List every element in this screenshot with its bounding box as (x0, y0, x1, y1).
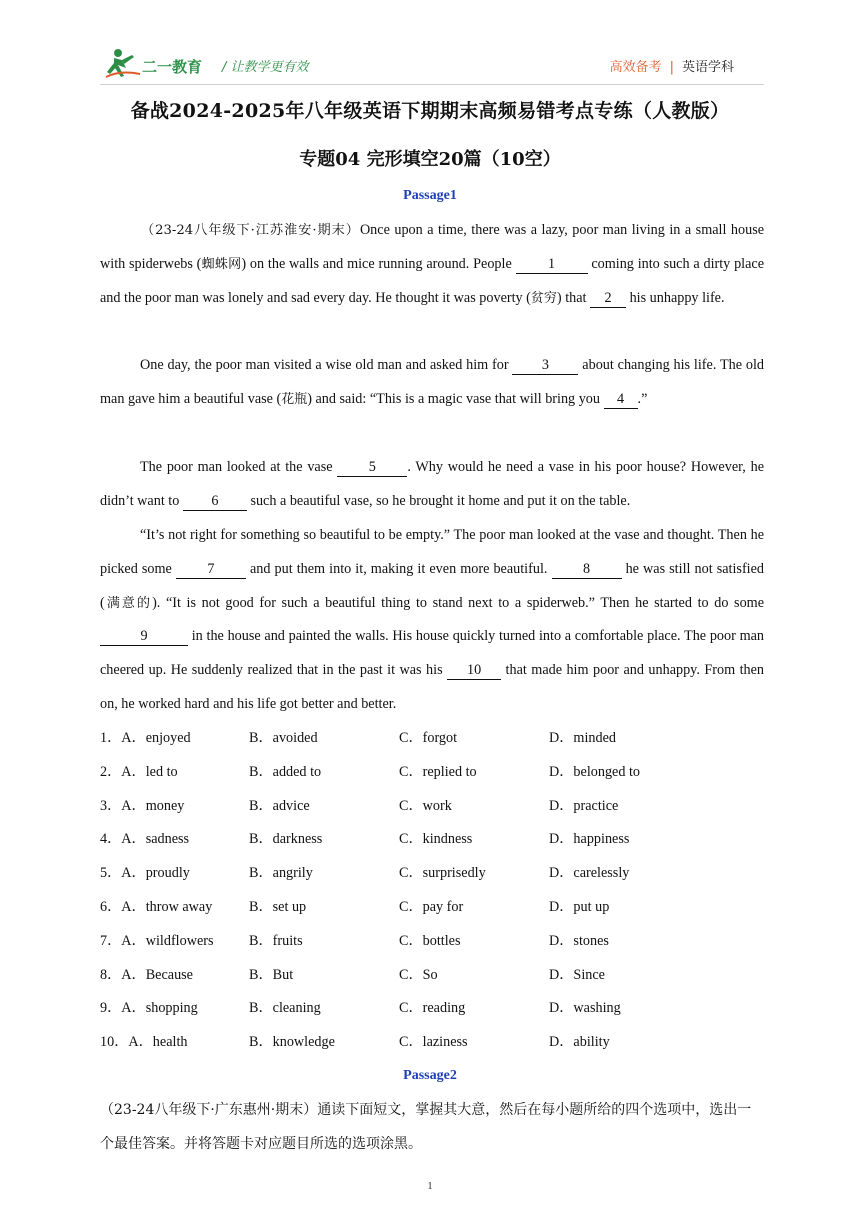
option-1-a: 1．A．enjoyed (100, 730, 191, 746)
blank-4: 4 (604, 390, 638, 409)
option-6-b: B．set up (249, 898, 307, 915)
text-run: ) that (556, 289, 591, 306)
option-3-b: B．advice (249, 797, 310, 814)
header-right (610, 56, 734, 75)
option-3-d: D．practice (549, 797, 619, 814)
passage1-paragraph-1 (100, 214, 764, 315)
passage1-paragraph-2 (100, 349, 764, 417)
option-row-10 (100, 1026, 764, 1060)
option-7-d: D．stones (549, 932, 609, 949)
option-row-7 (100, 925, 764, 959)
blank-1: 1 (516, 255, 588, 274)
passage1-heading: Passage1 (403, 188, 457, 203)
option-9-b: B．cleaning (249, 1000, 321, 1017)
option-2-b: B．added to (249, 763, 322, 780)
option-row-6 (100, 891, 764, 925)
option-1-d: D．minded (549, 730, 616, 746)
option-10-a: 10．A．health (100, 1034, 188, 1051)
option-10-c: C．laziness (399, 1034, 468, 1051)
text-run: he was still not satisfied ( (100, 560, 764, 611)
page-number: 1 (427, 1180, 433, 1192)
option-4-c: C．kindness (399, 831, 473, 848)
text-run: his unhappy life. (626, 289, 725, 306)
blank-5: 5 (337, 458, 407, 477)
text-run: and put them into it, making it even more beautiful. (245, 560, 552, 577)
option-row-5 (100, 857, 764, 891)
option-row-4 (100, 823, 764, 857)
logo-icon (104, 46, 232, 80)
option-2-d: D．belonged to (549, 763, 641, 780)
option-5-a: 5．A．proudly (100, 865, 190, 882)
option-8-d: D．Since (549, 966, 605, 983)
option-row-9 (100, 992, 764, 1026)
option-row-1 (100, 722, 764, 756)
passage1-options (100, 722, 764, 1060)
text-run: “It’s not right for something so beautiful to be empty.” The poor man looked at the vase and thought. Then he picked some (100, 527, 764, 577)
text-run: Once upon a time, there was a lazy, poor man living in a small house with spiderwebs ( (100, 222, 765, 272)
passage2-intro: （23-24八年级下·广东惠州·期末）通读下面短文，掌握其大意，然后在每小题所给的四个选项中，选出一个最佳答案。并将答题卡对应题目所选的选项涂黑。 (100, 1102, 752, 1152)
text-run: .” (637, 390, 648, 407)
document-subtitle: 专题04 完形填空20篇（10空） (299, 149, 561, 170)
option-4-b: B．darkness (249, 831, 323, 848)
chinese-gloss: 花瓶 (281, 391, 308, 407)
option-6-c: C．pay for (399, 898, 464, 915)
option-row-8 (100, 959, 764, 993)
document-title: 备战2024-2025年八年级英语下期期末高频易错考点专练（人教版） (130, 100, 730, 122)
text-run: . Why would he need a vase in his poor house? However, he didn’t want to (100, 459, 764, 509)
option-4-a: 4．A．sadness (100, 831, 190, 848)
option-6-d: D．put up (549, 898, 610, 915)
option-10-d: D．ability (549, 1034, 610, 1051)
option-6-a: 6．A．throw away (100, 898, 213, 915)
option-8-c: C．So (399, 966, 438, 983)
blank-10: 10 (447, 661, 501, 680)
text-run: ). “It is not good for such a beautiful thing to stand next to a spiderweb.” Then he started to do some (152, 594, 764, 611)
logo-text: 二一教育 (142, 58, 203, 76)
option-7-a: 7．A．wildflowers (100, 932, 214, 949)
passage1-source: （23-24八年级下·江苏淮安·期末） (140, 223, 360, 238)
text-run: coming into such a dirty place and the poor man was lonely and sad every day. He thought it was poverty ( (100, 255, 764, 306)
option-1-b: B．avoided (249, 730, 318, 746)
header-tag-subject: 英语学科 (681, 60, 734, 75)
text-run: such a beautiful vase, so he brought it home and put it on the table. (246, 492, 631, 509)
chinese-gloss: 满意的 (104, 595, 153, 611)
option-9-a: 9．A．shopping (100, 1000, 198, 1017)
header-slogan: / 让教学更有效 (222, 60, 309, 75)
text-run: that made him poor and unhappy. From then on, he worked hard and his life got better and better. (100, 662, 765, 712)
blank-8: 8 (552, 560, 622, 579)
passage1-paragraph-4 (100, 519, 764, 722)
option-4-d: D．happiness (549, 831, 630, 848)
text-run: ) and said: “This is a magic vase that will bring you (307, 390, 604, 407)
chinese-gloss: 蜘蛛网 (201, 256, 242, 272)
blank-9: 9 (100, 627, 188, 646)
option-10-b: B．knowledge (249, 1034, 335, 1051)
option-1-c: C．forgot (399, 730, 458, 746)
option-9-c: C．reading (399, 1000, 466, 1017)
header-rule (100, 84, 764, 85)
blank-2: 2 (590, 289, 626, 308)
option-5-d: D．carelessly (549, 865, 630, 882)
text-run: One day, the poor man visited a wise old man and asked him for (140, 357, 513, 373)
option-7-c: C．bottles (399, 932, 461, 949)
text-run: about changing his life. The old man gave him a beautiful vase ( (100, 357, 764, 407)
option-5-c: C．surprisedly (399, 865, 486, 882)
option-8-b: B．But (249, 966, 294, 983)
text-run: in the house and painted the walls. His house quickly turned into a comfortable place. The poor man cheered up. He suddenly realized that in the past it was his (100, 628, 764, 679)
blank-6: 6 (183, 492, 247, 511)
option-8-a: 8．A．Because (100, 966, 193, 983)
passage1-paragraph-3 (100, 451, 764, 519)
option-5-b: B．angrily (249, 865, 313, 882)
option-7-b: B．fruits (249, 932, 303, 949)
page-header (0, 0, 860, 88)
option-3-c: C．work (399, 797, 452, 814)
header-tag-exam: 高效备考 (609, 60, 662, 75)
option-row-2 (100, 756, 764, 790)
text-run: ) on the walls and mice running around. People (241, 255, 516, 272)
text-run: The poor man looked at the vase (140, 459, 338, 475)
header-separator: | (669, 60, 674, 75)
option-2-c: C．replied to (399, 763, 477, 780)
option-3-a: 3．A．money (100, 797, 185, 814)
option-2-a: 2．A．led to (100, 763, 178, 780)
option-row-3 (100, 790, 764, 824)
chinese-gloss: 贫穷 (530, 290, 557, 306)
option-9-d: D．washing (549, 1000, 621, 1017)
blank-3: 3 (512, 356, 578, 375)
passage2-heading: Passage2 (403, 1068, 457, 1083)
blank-7: 7 (176, 560, 246, 579)
